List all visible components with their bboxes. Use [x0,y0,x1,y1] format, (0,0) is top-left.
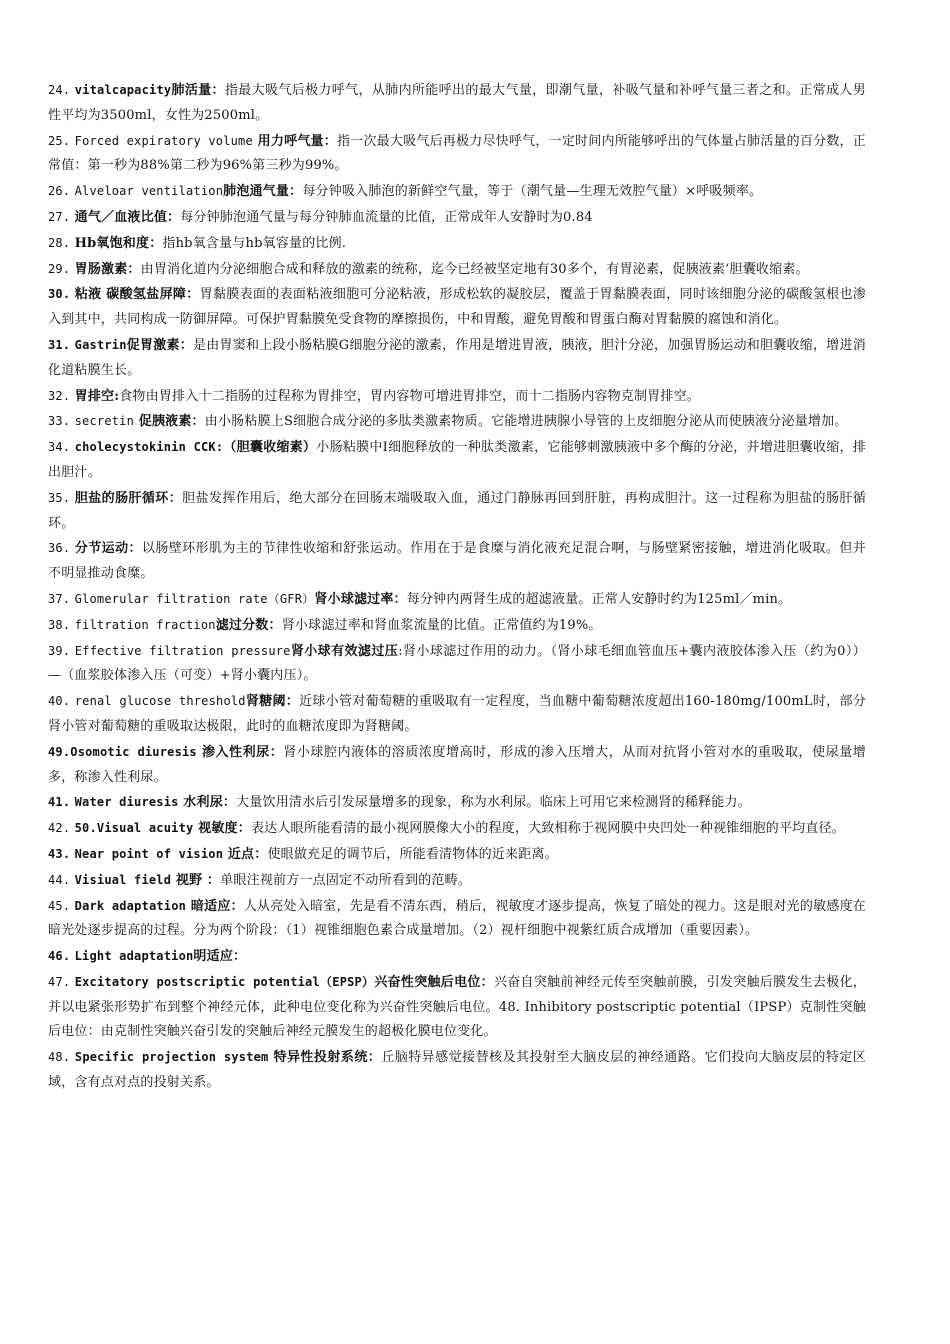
chinese-term: 明适应： [193,949,247,965]
chinese-term: 近点： [223,846,268,862]
entry-number: 36. [48,541,71,556]
entry-number: 26. [48,184,71,199]
definition-entry [48,179,866,205]
english-term: Gastrin [74,337,127,352]
document-body [48,78,866,1096]
entry-number: 28. [48,235,71,250]
chinese-term: 肾小球有效滤过压 [290,643,399,659]
english-term: Excitatory postscriptic potential（EPSP） [74,974,375,989]
definition-text: 是由胃窦和上段小肠粘膜G细胞分泌的激素，作用是增进胃液，胰液，胆汁分泌，加强胃肠运动和胆囊收缩，增进消化道粘膜生长。 [48,337,866,378]
definition-entry [48,536,866,587]
chinese-term: 视敏度： [193,821,251,837]
english-term: Near point of vision [74,846,224,861]
chinese-term: 肾糖阈： [245,694,300,710]
entry-number: 45. [48,898,71,913]
english-term: 50.Visual acuity [74,821,194,836]
definition-entry [48,486,866,537]
definition-text: 每分钟内两肾生成的超滤液量。正常人安静时约为125ml／min。 [406,591,792,607]
entry-number: 46. [48,949,71,964]
definition-entry [48,333,866,384]
entry-number: 49. [48,744,71,759]
english-term: Light adaptation [74,949,194,964]
definition-text: 食物由胃排入十二指肠的过程称为胃排空，胃内容物可增进胃排空，而十二指肠内容物克制胃排空。 [119,388,701,404]
definition-text: 大量饮用清水后引发尿量增多的现象，称为水利尿。临床上可用它来检测肾的稀释能力。 [236,795,751,811]
chinese-term: 渗入性利尿： [196,744,284,760]
definition-text: 兴奋自突触前神经元传至突触前膜，引发突触后膜发生去极化，并以电紧张形势扩布到整个神经元体，此种电位变化称为兴奋性突触后电位。48. Inhibitory postscriptic potential（IPSP）克制性突触后电位：由克制性突触兴奋引发的突触后神经元膜发生的超极化膜电位变化。 [48,974,866,1040]
definition-text: 人从亮处入暗室，先是看不清东西，稍后，视敏度才逐步提高，恢复了暗处的视力。这是眼对光的敏感度在暗光处逐步提高的过程。分为两个阶段：（1）视锥细胞色素合成量增加。（2）视杆细胞中视紫红质合成增加（重要因素）。 [48,898,867,939]
definition-entry [48,790,866,816]
chinese-term: 特异性投射系统： [268,1050,382,1066]
chinese-term: 胃肠激素： [74,261,141,277]
english-term: Effective filtration pressure [74,643,291,658]
chinese-term: 胃排空: [74,388,120,404]
english-term: Glomerular filtration rate（GFR） [74,591,315,606]
definition-entry [48,78,866,129]
definition-entry [48,689,866,740]
english-term: Water diuresis [74,795,179,810]
definition-entry [48,639,866,690]
entry-number: 27. [48,209,71,224]
definition-entry [48,740,866,791]
definition-text: 每分钟肺泡通气量与每分钟肺血流量的比值，正常成年人安静时为0.84 [180,209,593,225]
entry-number: 30. [48,287,71,302]
english-term: Osomotic diuresis [70,744,197,759]
entry-number: 39. [48,643,71,658]
entry-number: 40. [48,694,71,709]
definition-text: 肾小球滤过率和肾血浆流量的比值。正常值约为19%。 [281,617,602,633]
chinese-term: 促胰液素： [134,414,205,430]
english-term: vitalcapacity [74,83,172,97]
definition-text: 近球小管对葡萄糖的重吸取有一定程度，当血糖中葡萄糖浓度超出160-180mg/100mL时，部分肾小管对葡萄糖的重吸取达极限，此时的血糖浓度即为肾糖阈。 [48,694,866,734]
definition-text: 每分钟吸入肺泡的新鲜空气量，等于（潮气量—生理无效腔气量）×呼吸频率。 [302,184,763,200]
entry-number: 35. [48,490,71,505]
definition-entry [48,257,866,283]
entry-number: 47. [48,974,71,989]
chinese-term: 胆盐的肠肝循环： [74,490,183,506]
definition-entry [48,129,866,180]
entry-number: 24. [48,83,71,97]
chinese-term: 暗适应： [186,898,244,914]
english-term: cholecystokinin CCK: [74,440,224,455]
definition-entry [48,868,866,894]
chinese-term: 通气／血液比值： [74,209,181,225]
english-term: secretin [74,414,135,429]
definition-text: 小肠粘膜中I细胞释放的一种肽类激素，它能够刺激胰液中多个酶的分泌，并增进胆囊收缩，排出胆汁。 [48,440,866,480]
entry-number: 44. [48,872,71,887]
definition-text: 使眼做充足的调节后，所能看清物体的近来距离。 [267,846,558,862]
definition-entry [48,944,866,970]
entry-number: 41. [48,795,71,810]
definition-entry [48,409,866,435]
entry-number: 25. [48,133,71,148]
english-term: Dark adaptation [74,898,187,913]
chinese-term: 肺泡通气量： [223,184,303,200]
chinese-term: 水利尿： [178,795,237,811]
definition-text: 指hb氧含量与hb氧容量的比例. [162,235,347,251]
english-term: Specific projection system [74,1050,269,1065]
definition-text: 胆盐发挥作用后，绝大部分在回肠末端吸取入血，通过门静脉再回到肝脏，再构成胆汁。这一过程称为胆盐的肠肝循环。 [48,490,866,531]
definition-entry [48,282,866,333]
entry-number: 48. [48,1050,71,1065]
definition-text: :肾小球滤过作用的动力。（肾小球毛细血管血压+囊内液胶体渗入压（约为0））—（血浆胶体渗入压（可变）+肾小囊内压）。 [48,643,866,684]
chinese-term: 分节运动： [74,541,142,557]
english-term: filtration fraction [74,617,216,632]
entry-number: 31. [48,337,71,352]
english-term: renal glucose threshold [74,694,246,709]
definition-entry [48,816,866,842]
chinese-term: 视野 ： [171,872,221,888]
entry-number: 29. [48,261,71,276]
chinese-term: 肺活量： [171,83,225,98]
definition-entry [48,384,866,410]
definition-text: 以肠壁环形肌为主的节律性收缩和舒张运动。作用在于是食糜与消化液充足混合啊，与肠壁紧密接触，增进消化吸取。但并不明显推动食糜。 [48,541,866,582]
english-term: Alveloar ventilation [74,184,224,199]
definition-text: 由小肠粘膜上S细胞合成分泌的多肽类激素物质。它能增进胰腺小导管的上皮细胞分泌从而使胰液分泌量增加。 [204,414,848,430]
chinese-term: 用力呼气量： [252,133,337,149]
entry-number: 32. [48,388,71,403]
english-term: Forced expiratory volume [74,133,253,148]
definition-text: 指一次最大吸气后再极力尽快呼气，一定时间内所能够呼出的气体量占肺活量的百分数，正常值：第一秒为88%第二秒为96%第三秒为99%。 [48,133,866,174]
definition-text: 胃黏膜表面的表面粘液细胞可分泌粘液，形成松软的凝胶层，覆盖于胃黏膜表面，同时该细胞分泌的碳酸氢根也渗入到其中，共同构成一防御屏障。可保护胃黏膜免受食物的摩擦损伤，中和胃酸，避免胃酸和胃蛋白酶对胃黏膜的腐蚀和消化。 [48,287,866,328]
entry-number: 38. [48,617,71,632]
definition-entry [48,231,866,257]
definition-text: 丘脑特异感觉接替核及其投射至大脑皮层的神经通路。它们投向大脑皮层的特定区域，含有点对点的投射关系。 [48,1050,866,1091]
definition-entry [48,205,866,231]
definition-entry [48,587,866,613]
definition-entry [48,613,866,639]
definition-text: 单眼注视前方一点固定不动所看到的范畴。 [220,872,472,888]
definition-text: 指最大吸气后极力呼气，从肺内所能呼出的最大气量，即潮气量，补吸气量和补呼气量三者之和。正常成人男性平均为3500ml，女性为2500ml。 [48,83,866,123]
entry-number: 37. [48,591,71,606]
chinese-term: 粘液 碳酸氢盐屏障： [74,287,200,303]
chinese-term: （胆囊收缩素） [223,440,317,456]
definition-entry [48,894,866,945]
definition-entry [48,435,866,486]
definition-text: 表达人眼所能看清的最小视网膜像大小的程度，大致相称于视网膜中央凹处一种视锥细胞的平均直径。 [250,821,845,837]
entry-number: 33. [48,414,71,429]
chinese-term: 肾小球滤过率： [314,591,407,607]
definition-entry [48,970,866,1045]
chinese-term: 促胃激素： [126,337,193,353]
entry-number: 34. [48,440,71,455]
entry-number: 42. [48,821,71,836]
definition-entry [48,842,866,868]
chinese-term: 滤过分数： [215,617,282,633]
chinese-term: Hb氧饱和度： [74,235,163,251]
definition-text: 肾小球腔内液体的溶质浓度增高时，形成的渗入压增大，从而对抗肾小管对水的重吸取，使尿量增多，称渗入性利尿。 [48,744,866,785]
definition-entry [48,1045,866,1096]
definition-text: 由胃消化道内分泌细胞合成和释放的激素的统称，迄今已经被坚定地有30多个，有胃泌素，促胰液素‘胆囊收缩素。 [140,261,809,277]
english-term: Visiual field [74,872,172,887]
chinese-term: 兴奋性突触后电位： [374,974,494,990]
entry-number: 43. [48,846,71,861]
